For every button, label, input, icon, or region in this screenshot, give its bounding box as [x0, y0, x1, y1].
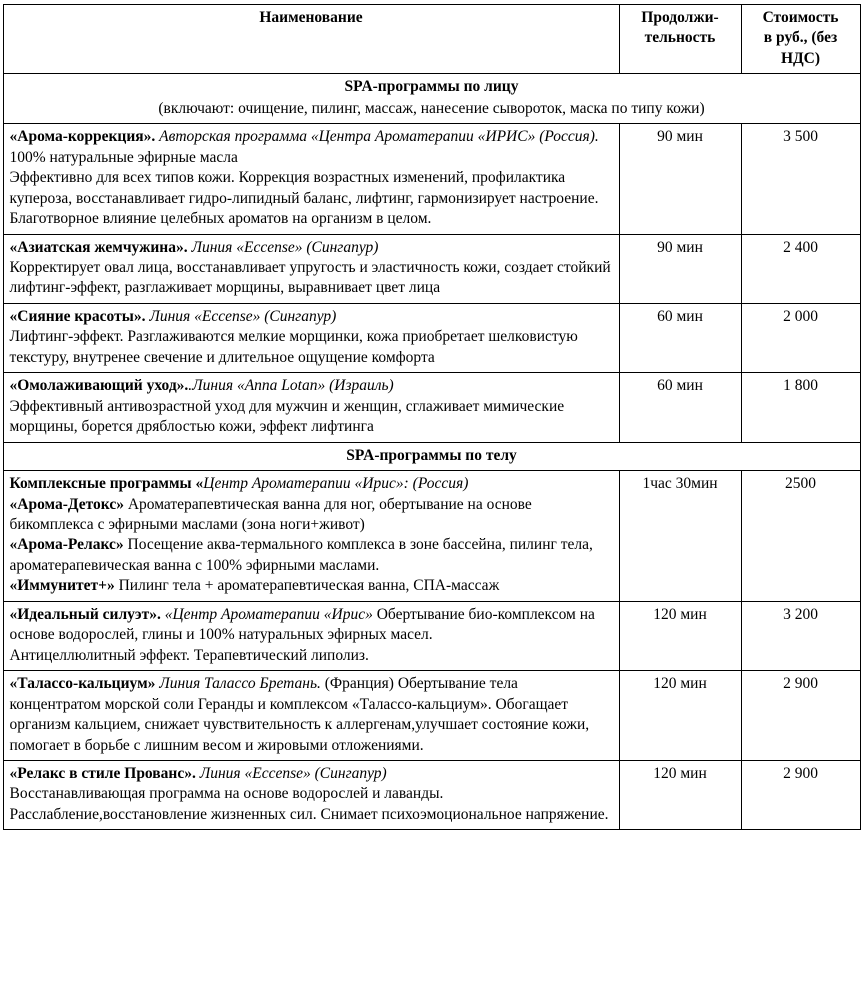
service-title-bold: «Релакс в стиле Прованс».: [9, 764, 196, 782]
subprogram-description: Посещение аква-термального комплекса в зоне бассейна, пилинг тела, ароматерапевическая ванна с 100% эфирными маслами.: [9, 536, 593, 574]
service-title-italic: Линия «Eccense» (Сингапур): [145, 307, 337, 325]
column-header-price-line2: в руб., (без: [763, 29, 838, 47]
section-header-body: [3, 442, 860, 470]
service-duration: 60 мин: [619, 373, 741, 442]
service-name-cell: [3, 124, 619, 234]
column-header-price: [741, 5, 860, 74]
service-price: 1 800: [741, 373, 860, 442]
service-description: Лифтинг-эффект. Разглаживаются мелкие морщинки, кожа приобретает шелковистую текстуру, внутренее свечение и длительное ощущение комфорта: [9, 328, 578, 366]
service-price: 2 000: [741, 303, 860, 372]
table-row: [3, 234, 860, 303]
service-name-cell: [3, 601, 619, 670]
service-title-italic: .Линия «Anna Lotan» (Израиль): [188, 377, 394, 395]
column-header-duration-line1: Продолжи-: [641, 9, 719, 26]
section-title-face: SPA-программы по лицу: [344, 78, 519, 96]
service-duration: 60 мин: [619, 303, 741, 372]
service-price: 2 400: [741, 234, 860, 303]
service-description: Корректирует овал лица, восстанавливает упругость и эластичность кожи, создает стойкий лифтинг-эффект, разглаживает морщины, выравнивает цвет лица: [9, 258, 611, 297]
table-row: [3, 671, 860, 761]
table-row: [3, 303, 860, 372]
service-duration: 120 мин: [619, 671, 741, 761]
service-name-cell: [3, 303, 619, 372]
service-title-tail: Обертывание био-комплексом на основе водорослей, глины и 100% натуральных эфирных масел.: [9, 605, 595, 644]
service-price: 2 900: [741, 671, 860, 761]
service-title-italic: Авторская программа «Центра Ароматерапии «ИРИС» (Россия).: [155, 128, 599, 146]
section-subtitle-face: (включают: очищение, пилинг, массаж, нанесение сывороток, маска по типу кожи): [158, 99, 705, 117]
column-header-price-line1: Стоимость: [762, 9, 839, 26]
service-title-bold: «Арома-коррекция».: [9, 128, 156, 146]
service-title-italic: Линия «Eccense» (Сингапур): [187, 238, 379, 256]
service-title-italic: «Центр Ароматерапии «Ирис»: [160, 605, 373, 623]
service-title-bold: «Сияние красоты».: [9, 307, 146, 325]
service-title-bold: «Идеальный силуэт».: [9, 605, 161, 623]
service-duration: 90 мин: [619, 234, 741, 303]
service-price: 3 500: [741, 124, 860, 234]
service-title-bold: «Талассо-кальциум»: [9, 675, 156, 693]
subprogram-title: «Арома-Релакс»: [9, 536, 124, 554]
service-title-tail: 100% натуральные эфирные масла: [9, 148, 238, 166]
column-header-duration: [619, 5, 741, 74]
service-price: 3 200: [741, 601, 860, 670]
table-header: [3, 5, 860, 74]
section-header-body-cell: [3, 442, 860, 470]
table-row: [3, 760, 860, 829]
price-table: [3, 4, 861, 830]
column-header-price-line3: НДС): [780, 49, 821, 67]
service-duration: 120 мин: [619, 601, 741, 670]
service-price: 2500: [741, 471, 860, 602]
service-title-italic: Линия Талассо Бретань.: [155, 675, 321, 693]
service-name-cell: [3, 234, 619, 303]
subprogram-description: Ароматерапевтическая ванна для ног, обертывание на основе бикомплекса с эфирными маслами (зона ноги+живот): [9, 495, 532, 533]
section-header-face-cell: [3, 74, 860, 124]
service-title-bold: «Омолаживающий уход».: [9, 377, 189, 395]
table-row: [3, 471, 860, 602]
service-duration: 120 мин: [619, 760, 741, 829]
subprogram-description: Пилинг тела + ароматерапевтическая ванна, СПА-массаж: [114, 577, 500, 595]
service-duration: 90 мин: [619, 124, 741, 234]
service-title-bold: «Азиатская жемчужина».: [9, 238, 188, 256]
service-price: 2 900: [741, 760, 860, 829]
table-row: [3, 601, 860, 670]
service-title-italic: Центр Ароматерапии «Ирис»: (Россия): [203, 475, 469, 493]
service-title-bold: Комплексные программы «: [9, 475, 204, 493]
column-header-name: Наименование: [3, 5, 619, 74]
section-header-face: [3, 74, 860, 124]
service-description: Эффективный антивозрастной уход для мужчин и женщин, сглаживает мимические морщины, борется дряблостью кожи, эффект лифтинга: [9, 397, 565, 436]
section-title-body: SPA-программы по телу: [346, 446, 517, 464]
table-row: [3, 124, 860, 234]
service-description: Антицеллюлитный эффект. Терапевтический липолиз.: [9, 646, 369, 664]
service-name-cell: [3, 373, 619, 442]
service-title-italic: Линия «Eccense» (Сингапур): [195, 764, 387, 782]
service-name-cell: [3, 471, 619, 602]
service-title-tail: (Франция) Обертывание тела концентратом морской соли Геранды и комплексом «Талассо-кальциум». Обогащает организм кальцием, снижает чувствительность к аллергенам,улучшает состояние кожи, помогает в борьбе с лишним весом и жировыми отложениями.: [9, 675, 590, 754]
subprogram-title: «Иммунитет+»: [9, 577, 115, 595]
column-header-duration-line2: тельность: [644, 29, 716, 47]
service-name-cell: [3, 671, 619, 761]
table-header-row: [3, 5, 860, 74]
subprogram-title: «Арома-Детокс»: [9, 495, 124, 513]
service-duration: 1час 30мин: [619, 471, 741, 602]
table-body: [3, 74, 860, 830]
service-description: Восстанавливающая программа на основе водорослей и лаванды. Расслабление,восстановление жизненных сил. Снимает психоэмоциональное напряжение.: [9, 785, 609, 823]
table-row: [3, 373, 860, 442]
service-name-cell: [3, 760, 619, 829]
service-description: Эффективно для всех типов кожи. Коррекция возрастных изменений, профилактика купероза, восстанавливает гидро-липидный баланс, лифтинг, гармонизирует настроение. Благотворное влияние целебных ароматов на организм в целом.: [9, 169, 599, 228]
